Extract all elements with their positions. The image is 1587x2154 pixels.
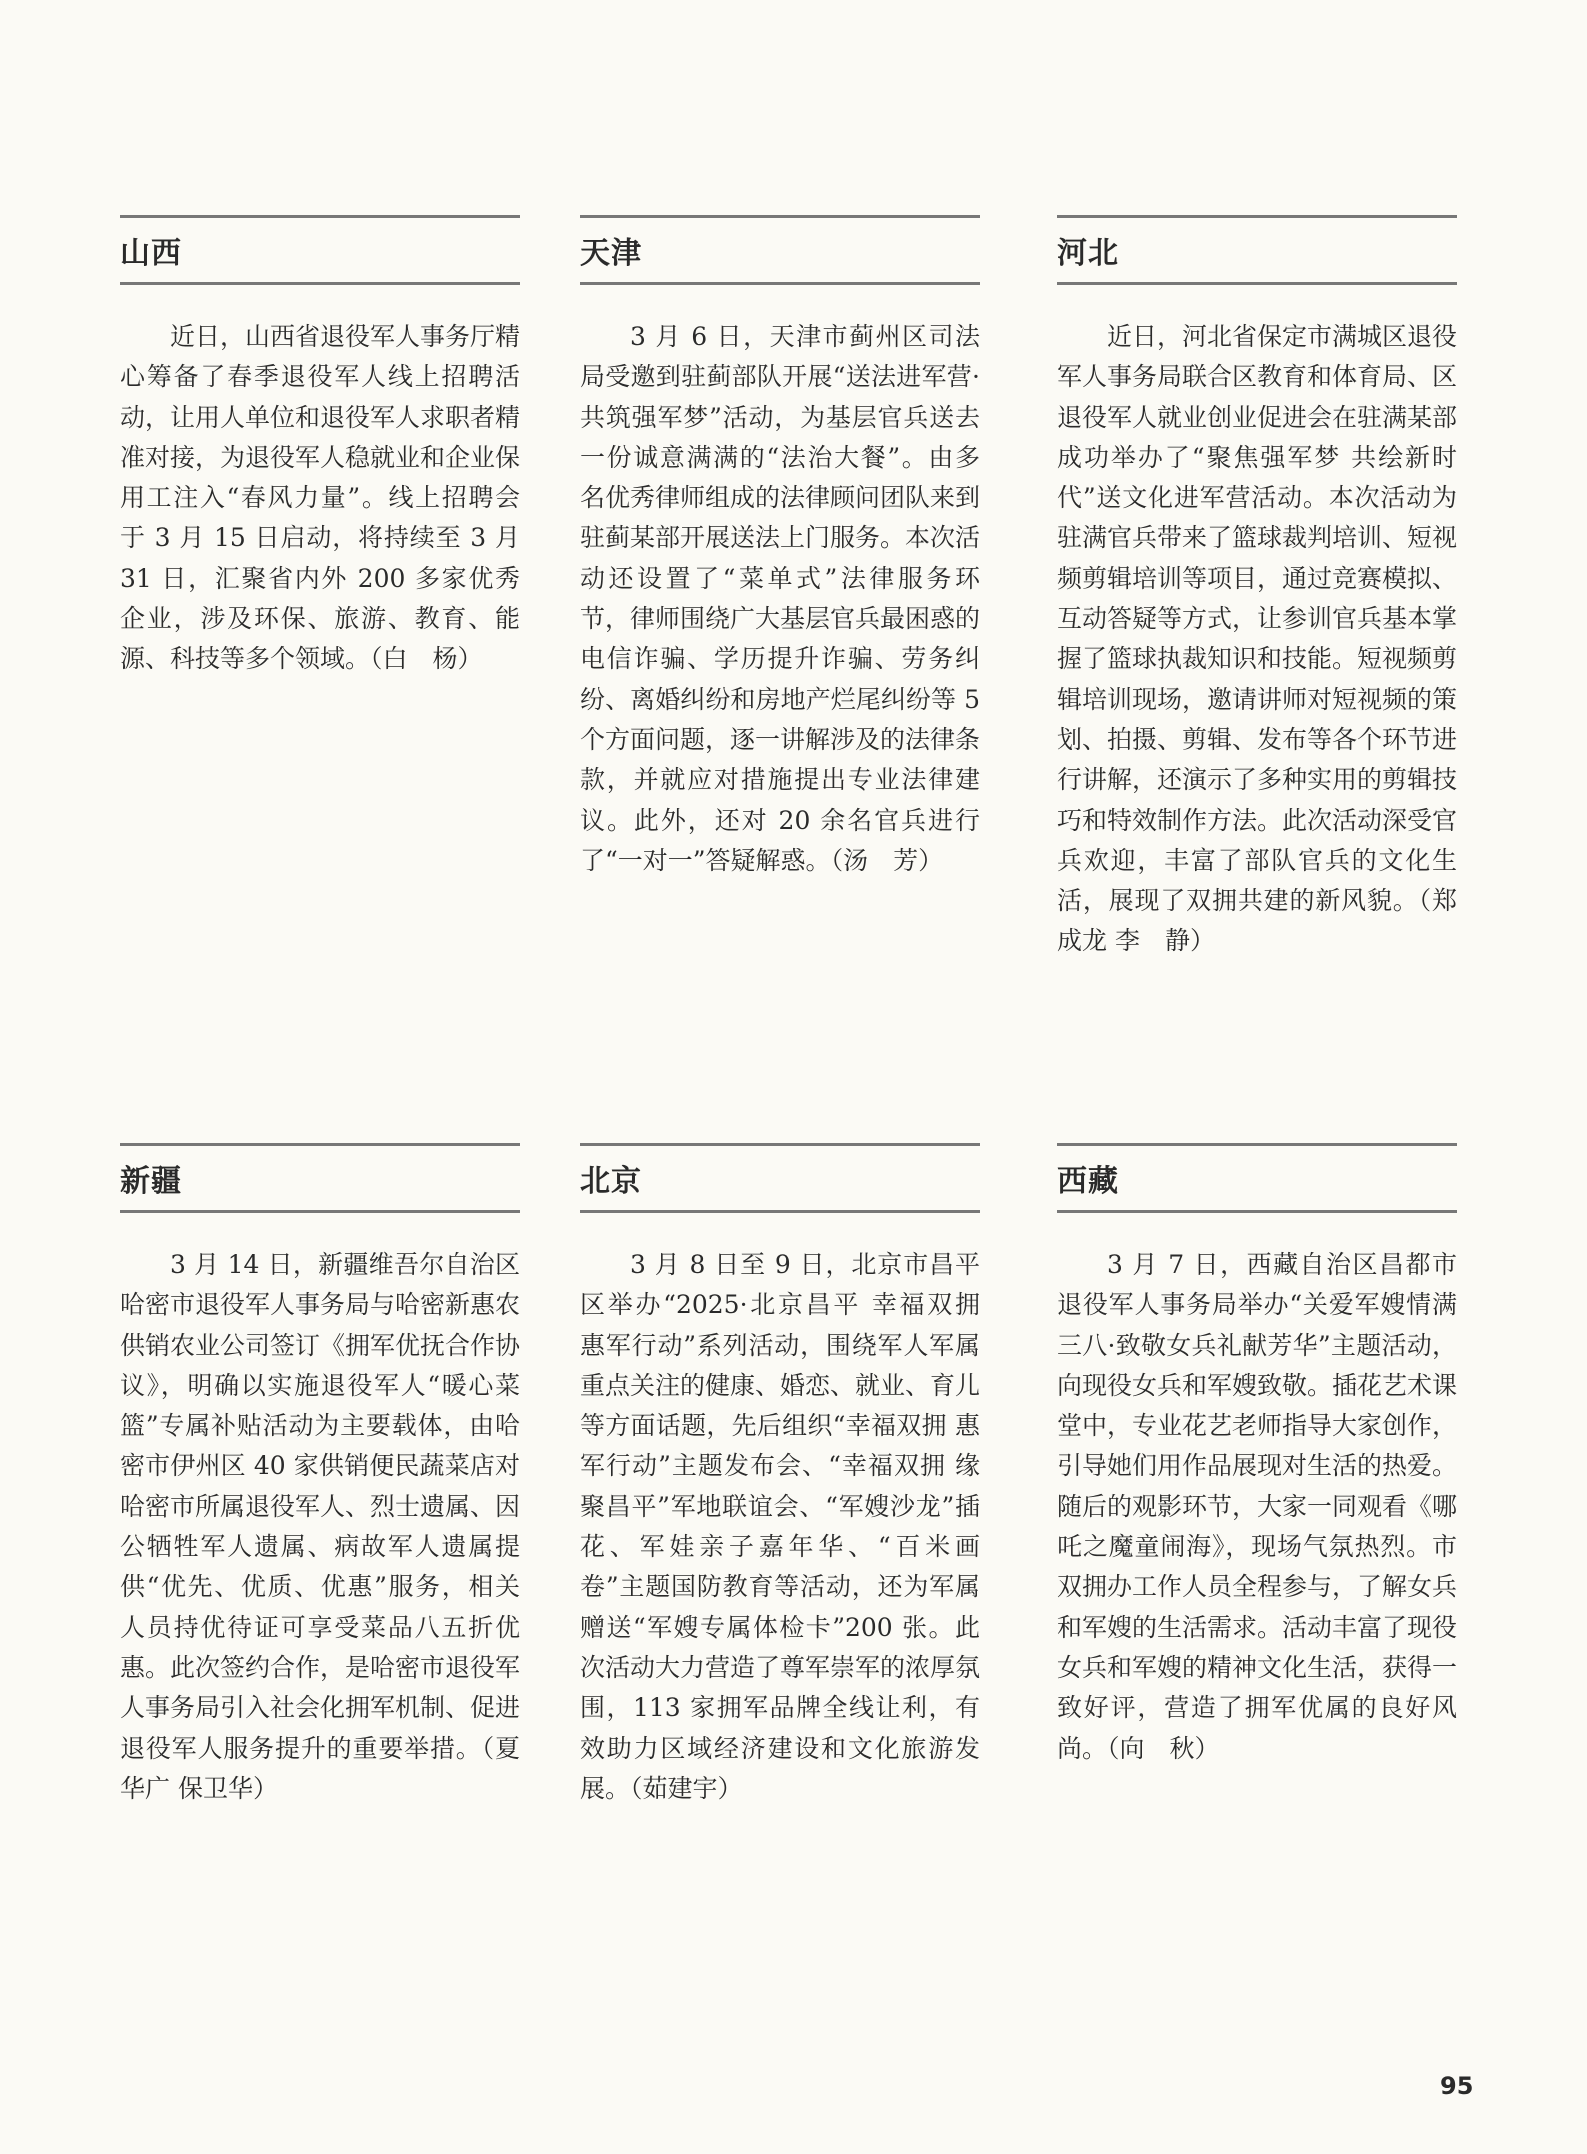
section-body <box>120 1245 520 1809</box>
section-hebei <box>1057 215 1457 962</box>
article-text: 3 月 14 日，新疆维吾尔自治区哈密市退役军人事务局与哈密新惠农供销农业公司签订《拥军优抚合作协议》，明确以实施退役军人“暖心菜篮”专属补贴活动为主要载体，由哈密市伊州区 40 家供销便民蔬菜店对哈密市所属退役军人、烈士遗属、因公牺牲军人遗属、病故军人遗属提供“优先、优质、优惠”服务，相关人员持优待证可享受菜品八五折优惠。此次签约合作，是哈密市退役军人事务局引入社会化拥军机制、促进退役军人服务提升的重要举措。 <box>120 1250 521 1763</box>
section-header <box>1057 1146 1457 1213</box>
section-shanxi <box>120 215 520 680</box>
section-title: 北京 <box>580 1164 642 1199</box>
section-body <box>580 317 980 881</box>
section-title: 天津 <box>580 236 642 271</box>
article-text: 近日，河北省保定市满城区退役军人事务局联合区教育和体育局、区退役军人就业创业促进会在驻满某部成功举办了“聚焦强军梦 共绘新时代”送文化进军营活动。本次活动为驻满官兵带来了篮球裁判培训、短视频剪辑培训等项目，通过竞赛模拟、互动答疑等方式，让参训官兵基本掌握了篮球执裁知识和技能。短视频剪辑培训现场，邀请讲师对短视频的策划、拍摄、剪辑、发布等各个环节进行讲解，还演示了多种实用的剪辑技巧和特效制作方法。此次活动深受官兵欢迎，丰富了部队官兵的文化生活，展现了双拥共建的新风貌。 <box>1057 322 1458 916</box>
section-tianjin <box>580 215 980 881</box>
byline: （郑成龙 李 静） <box>1057 886 1457 956</box>
byline: （白 杨） <box>370 644 483 674</box>
article-text: 3 月 8 日至 9 日，北京市昌平区举办“2025·北京昌平 幸福双拥 惠军行动”系列活动，围绕军人军属重点关注的健康、婚恋、就业、育儿等方面话题，先后组织“幸福双拥 惠军行动”主题发布会、“幸福双拥 缘聚昌平”军地联谊会、“军嫂沙龙”插花、军娃亲子嘉年华、“百米画卷”主题国防教育等活动，还为军属赠送“军嫂专属体检卡”200 张。此次活动大力营造了尊军崇军的浓厚氛围，113 家拥军品牌全线让利，有效助力区域经济建设和文化旅游发展。 <box>580 1250 981 1803</box>
page-number: 95 <box>1440 2072 1474 2100</box>
section-header <box>1057 218 1457 285</box>
section-xinjiang <box>120 1143 520 1809</box>
section-body <box>120 317 520 680</box>
section-header <box>580 1146 980 1213</box>
section-title: 山西 <box>120 236 182 271</box>
article-text: 3 月 7 日，西藏自治区昌都市退役军人事务局举办“关爱军嫂情满三八·致敬女兵礼献芳华”主题活动，向现役女兵和军嫂致敬。插花艺术课堂中，专业花艺老师指导大家创作，引导她们用作品展现对生活的热爱。随后的观影环节，大家一同观看《哪吒之魔童闹海》，现场气氛热烈。市双拥办工作人员全程参与，了解女兵和军嫂的生活需求。活动丰富了现役女兵和军嫂的精神文化生活，获得一致好评，营造了拥军优属的良好风尚。 <box>1057 1250 1458 1763</box>
article-text: 近日，山西省退役军人事务厅精心筹备了春季退役军人线上招聘活动，让用人单位和退役军人求职者精准对接，为退役军人稳就业和企业保用工注入“春风力量”。线上招聘会于 3 月 15 日启动，将持续至 3 月 31 日，汇聚省内外 200 多家优秀企业，涉及环保、旅游、教育、能源、科技等多个领域。 <box>120 322 521 674</box>
byline: （夏华广 保卫华） <box>120 1733 520 1803</box>
article-text: 3 月 6 日，天津市蓟州区司法局受邀到驻蓟部队开展“送法进军营·共筑强军梦”活动，为基层官兵送去一份诚意满满的“法治大餐”。由多名优秀律师组成的法律顾问团队来到驻蓟某部开展送法上门服务。本次活动还设置了“菜单式”法律服务环节，律师围绕广大基层官兵最困惑的电信诈骗、学历提升诈骗、劳务纠纷、离婚纠纷和房地产烂尾纠纷等 5 个方面问题，逐一讲解涉及的法律条款，并就应对措施提出专业法律建议。此外，还对 20 余名官兵进行了“一对一”答疑解惑。 <box>580 322 981 875</box>
byline: （茹建宇） <box>630 1773 743 1803</box>
section-header <box>120 1146 520 1213</box>
section-header <box>580 218 980 285</box>
section-header <box>120 218 520 285</box>
byline: （汤 芳） <box>830 845 944 875</box>
section-body <box>580 1245 980 1809</box>
byline: （向 秋） <box>1107 1733 1220 1763</box>
section-body <box>1057 1245 1457 1769</box>
section-title: 河北 <box>1057 236 1119 271</box>
section-title: 新疆 <box>120 1164 182 1199</box>
section-body <box>1057 317 1457 962</box>
section-beijing <box>580 1143 980 1809</box>
section-xizang <box>1057 1143 1457 1769</box>
section-title: 西藏 <box>1057 1164 1119 1199</box>
